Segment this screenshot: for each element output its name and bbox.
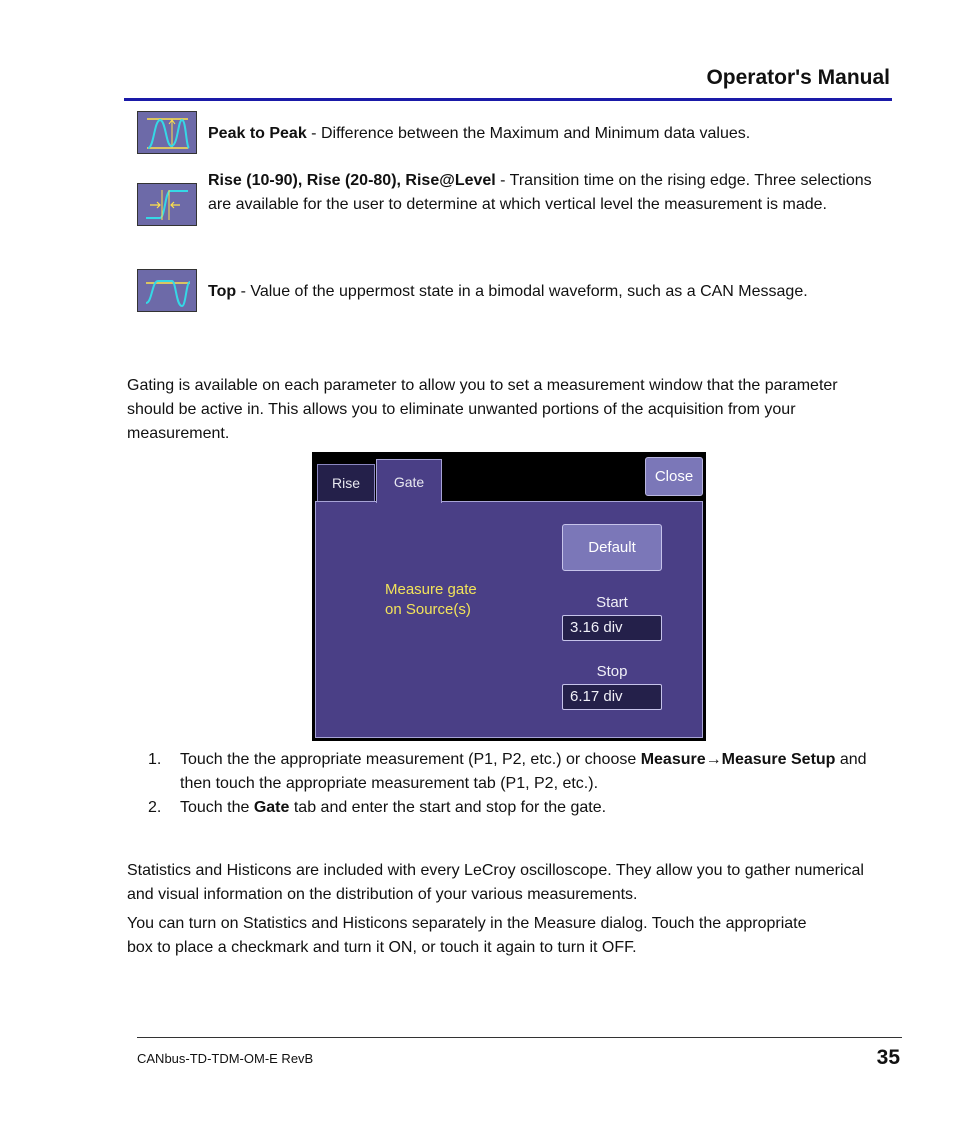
footer-rule [137, 1037, 902, 1038]
peak-to-peak-icon [137, 111, 197, 154]
param-desc: - Value of the uppermost state in a bimodal waveform, such as a CAN Message. [236, 283, 808, 300]
rise-icon [137, 183, 197, 226]
step-text-pre: Touch the the appropriate measurement (P1, P2, etc.) or choose [180, 751, 641, 768]
step-text-bold: Gate [253, 799, 290, 816]
start-label: Start [596, 594, 628, 611]
default-button[interactable]: Default [562, 524, 662, 571]
top-icon [137, 269, 197, 312]
param-name: Rise (10-90), Rise (20-80), Rise@Level [208, 172, 496, 189]
param-name: Top [208, 283, 237, 300]
list-item [148, 796, 878, 820]
param-top [208, 280, 888, 304]
page-number: 35 [876, 1046, 900, 1069]
step-text-post: and then touch the appropriate measurement tab (P1, P2, etc.). [180, 751, 867, 792]
step-text-bold: Measure→Measure Setup [640, 751, 836, 768]
start-field[interactable]: 3.16 div [562, 615, 662, 641]
close-button[interactable]: Close [645, 457, 703, 496]
param-name: Peak to Peak [208, 125, 307, 142]
gating-intro: Gating is available on each parameter to allow you to set a measurement window that the parameter should be active in. This allows you to eliminate unwanted portions of the acquisition from your measurement. [127, 377, 838, 442]
header-title: Operator's Manual [706, 66, 890, 89]
step-text-post: tab and enter the start and stop for the gate. [289, 799, 607, 816]
tab-gate[interactable]: Gate [376, 459, 442, 503]
param-desc: - Transition time on the rising edge. Three selections are available for the user to determine at which vertical level the measurement is made. [208, 172, 872, 213]
param-peak-to-peak [208, 122, 888, 146]
step-number: 1. [148, 751, 162, 768]
header-rule [124, 98, 892, 101]
measure-gate-label [385, 580, 477, 620]
param-rise [208, 169, 888, 217]
measure-gate-label-line2: on Source(s) [385, 601, 471, 618]
gate-panel [315, 501, 703, 738]
stop-label: Stop [596, 663, 628, 680]
param-desc: - Difference between the Maximum and Minimum data values. [306, 125, 751, 142]
step-text-pre: Touch the [180, 799, 254, 816]
statistics-paragraph-1: Statistics and Histicons are included with every LeCroy oscilloscope. They allow you to gather numerical and visual information on the distribution of your various measurements. [127, 862, 864, 903]
measure-gate-label-line1: Measure gate [385, 581, 477, 598]
step-text [180, 796, 870, 820]
stop-field[interactable]: 6.17 div [562, 684, 662, 710]
list-item [148, 748, 878, 796]
statistics-paragraph-2: You can turn on Statistics and Histicons separately in the Measure dialog. Touch the appropriate box to place a checkmark and turn it ON, or touch it again to turn it OFF. [127, 915, 807, 956]
step-number: 2. [148, 799, 162, 816]
footer-doc-id: CANbus-TD-TDM-OM-E RevB [137, 1051, 314, 1066]
gate-dialog [312, 452, 706, 741]
step-text [180, 748, 870, 796]
tab-rise[interactable]: Rise [317, 464, 375, 501]
